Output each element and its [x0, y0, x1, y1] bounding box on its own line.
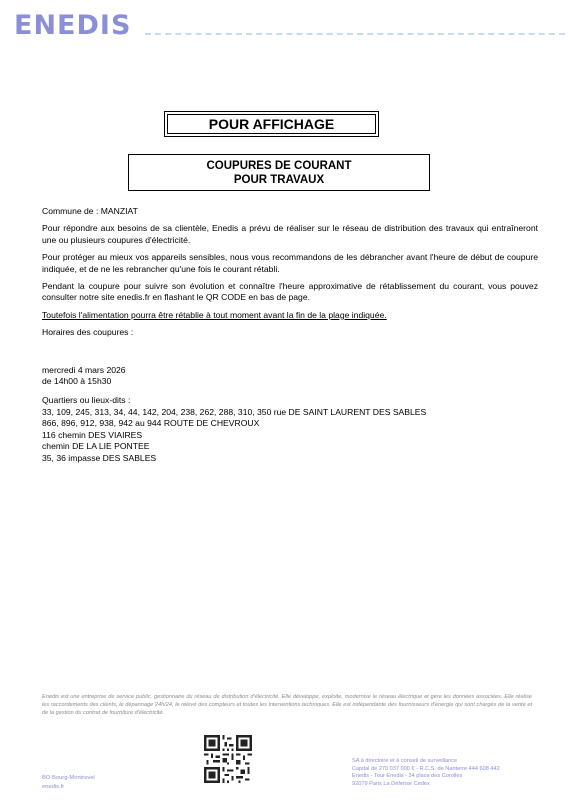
- commune-line: Commune de : MANZIAT: [42, 206, 138, 216]
- area-item: 33, 109, 245, 313, 34, 44, 142, 204, 238, 262, 288, 310, 350 rue DE SAINT LAURENT DES SABLES: [42, 406, 427, 417]
- paragraph-intro: Pour répondre aux besoins de sa clientèle, Enedis a prévu de réaliser sur le réseau de distribution des travaux qui entraîneront une ou plusieurs coupures d'électricité.: [42, 223, 538, 245]
- company-line: Enedis - Tour Enedis - 34 place des Corolles: [352, 773, 463, 780]
- subtitle-box: [128, 154, 430, 191]
- warning-line: [42, 310, 538, 321]
- notice-body: [42, 206, 538, 464]
- title-box: [164, 111, 379, 137]
- company-line: Capital de 270 037 000 € - R.C.S. de Nanterre 444 608 442: [352, 765, 500, 772]
- area-item: 35, 36 impasse DES SABLES: [42, 452, 157, 463]
- website-link[interactable]: enedis.fr: [42, 784, 65, 790]
- footer-left: [42, 774, 95, 792]
- enedis-logo: ENEDIS: [14, 10, 132, 41]
- company-line: 92079 Paris La Défense Cedex: [352, 780, 430, 787]
- footer-right: [352, 758, 500, 788]
- area-item: 116 chemin DES VIAIRES: [42, 429, 143, 440]
- page-title: POUR AFFICHAGE: [167, 114, 376, 134]
- subtitle-line2: POUR TRAVAUX: [233, 173, 325, 186]
- warning-text: Toutefois l'alimentation pourra être rétablie à tout moment avant la fin de la plage indiquée.: [42, 309, 387, 320]
- legal-notice: Enedis est une entreprise de service public, gestionnaire du réseau de distribution d'électricité. Elle développe, exploite, modernise le réseau électrique et gère les données associées. Elle réalise les raccordements des clients, le dépannage 24h/24, le relevé des compteurs et toutes les interventions techniques. Elle est indépendante des fournisseurs d'énergie qui sont chargés de la vente et de la gestion du contrat de fourniture d'électricité.: [42, 694, 532, 716]
- paragraph-protection: Pour protéger au mieux vos appareils sensibles, nous vous recommandons de les débrancher avant l'heure de début de coupure indiquée, et de ne les rebrancher qu'une fois le courant rétabli.: [42, 252, 538, 274]
- subtitle-line1: COUPURES DE COURANT: [206, 159, 352, 172]
- qr-code-icon[interactable]: [204, 735, 252, 783]
- paragraph-followup: Pendant la coupure pour suivre son évolution et connaître l'heure approximative de rétablissement du courant, vous pouvez consulter notre site enedis.fr en flashant le QR CODE en bas de page.: [42, 281, 538, 303]
- outage-time: de 14h00 à 15h30: [42, 376, 112, 387]
- areas-label: Quartiers ou lieux-dits :: [42, 395, 131, 406]
- area-item: chemin DE LA LIE PONTEE: [42, 441, 150, 452]
- schedule-label: Horaires des coupures :: [42, 327, 134, 338]
- area-item: 866, 896, 912, 938, 942 au 944 ROUTE DE CHEVROUX: [42, 418, 260, 429]
- agency-name: BO Bourg-Montrevel: [42, 775, 95, 781]
- header-divider: [145, 33, 565, 35]
- outage-date: mercredi 4 mars 2026: [42, 364, 126, 375]
- company-line: SA à directoire et à conseil de surveillance: [352, 758, 458, 764]
